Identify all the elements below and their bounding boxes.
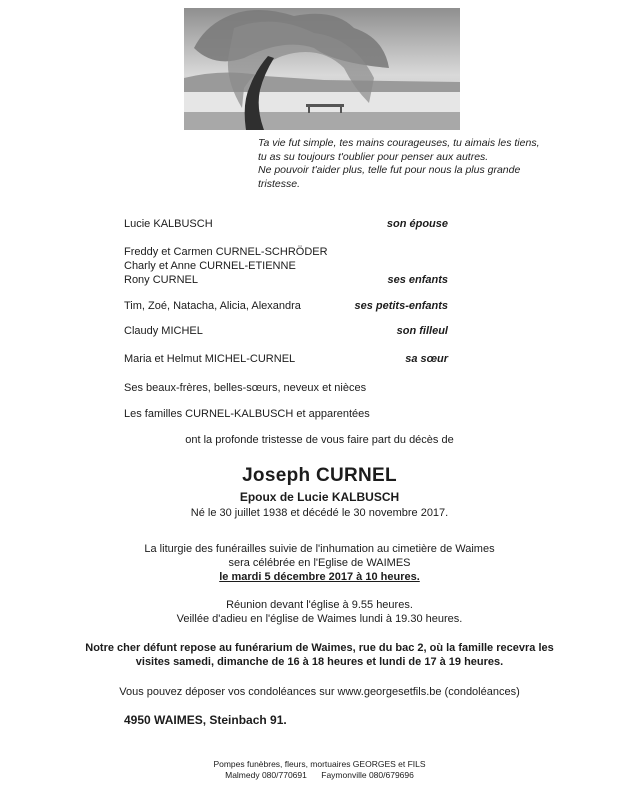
family-row xyxy=(124,299,544,313)
liturgy-line: sera célébrée en l'Eglise de WAIMES xyxy=(228,557,411,569)
deceased-name: Joseph CURNEL xyxy=(242,465,397,486)
footer-malmedy: Malmedy 080/770691 xyxy=(225,770,307,780)
family-row xyxy=(124,324,544,338)
condolences-text: Vous pouvez déposer vos condoléances sur www.georgesetfils.be (condoléances) xyxy=(119,686,520,698)
family-name: Rony CURNEL xyxy=(124,274,198,286)
liturgy-date: le mardi 5 décembre 2017 à 10 heures. xyxy=(219,571,420,583)
family-name: Freddy et Carmen CURNEL-SCHRÖDER xyxy=(124,246,328,258)
family-name: Maria et Helmut MICHEL-CURNEL xyxy=(124,353,296,365)
willow-tree-lake-bench-photo xyxy=(184,8,460,130)
family-row xyxy=(124,381,544,395)
family-role: ses enfants xyxy=(387,274,448,286)
address: 4950 WAIMES, Steinbach 91. xyxy=(124,713,287,727)
liturgy-line: La liturgie des funérailles suivie de l'inhumation au cimetière de Waimes xyxy=(144,543,495,555)
family-row xyxy=(124,245,544,287)
family-role: ses petits-enfants xyxy=(354,300,448,312)
meeting-line: Veillée d'adieu en l'église de Waimes lundi à 19.30 heures. xyxy=(176,613,463,625)
family-name: Claudy MICHEL xyxy=(124,325,203,337)
family-role: son filleul xyxy=(396,325,448,337)
family-name: Tim, Zoé, Natacha, Alicia, Alexandra xyxy=(124,300,301,312)
deceased-spouse: Epoux de Lucie KALBUSCH xyxy=(239,490,400,504)
family-row xyxy=(124,217,544,231)
announcement: ont la profonde tristesse de vous faire part du décès de xyxy=(185,434,454,446)
footer-company: Pompes funèbres, fleurs, mortuaires GEORGES et FILS xyxy=(213,759,426,769)
family-row xyxy=(124,352,544,366)
family-row xyxy=(124,407,544,421)
footer-faymonville: Faymonville 080/679696 xyxy=(321,770,414,780)
poem-line: Ta vie fut simple, tes mains courageuses, tu aimais les tiens, xyxy=(258,137,540,149)
family-name: Ses beaux-frères, belles-sœurs, neveux et nièces xyxy=(124,382,367,394)
funeral-home-line: visites samedi, dimanche de 16 à 18 heures et lundi de 17 à 19 heures. xyxy=(135,656,504,668)
deceased-dates: Né le 30 juillet 1938 et décédé le 30 novembre 2017. xyxy=(190,507,449,519)
family-name: Charly et Anne CURNEL-ETIENNE xyxy=(124,260,296,272)
family-name: Lucie KALBUSCH xyxy=(124,218,213,230)
meeting-line: Réunion devant l'église à 9.55 heures. xyxy=(226,599,413,611)
family-role: sa sœur xyxy=(405,353,448,365)
family-role: son épouse xyxy=(386,218,448,230)
footer xyxy=(0,759,639,781)
family-name: Les familles CURNEL-KALBUSCH et apparentées xyxy=(124,408,370,420)
poem-line: Ne pouvoir t'aider plus, telle fut pour nous la plus grande tristesse. xyxy=(258,164,521,190)
poem xyxy=(258,137,558,191)
poem-line: tu as su toujours t'oublier pour penser aux autres. xyxy=(258,150,489,163)
funeral-home-line: Notre cher défunt repose au funérarium de Waimes, rue du bac 2, où la famille recevra les xyxy=(85,642,554,654)
willow-tree-photo xyxy=(184,8,460,130)
